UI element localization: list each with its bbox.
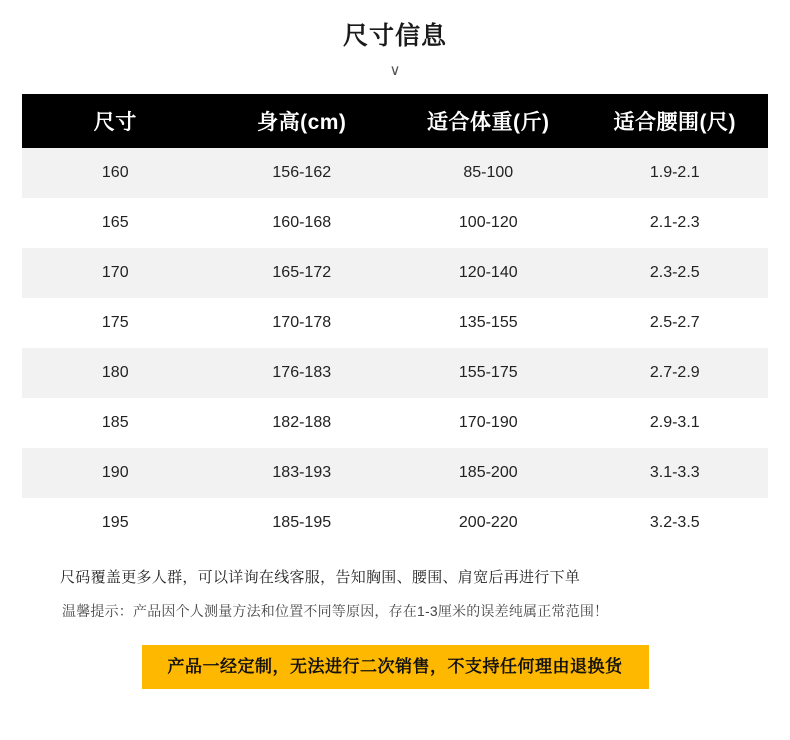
cell-height: 170-178 [209,298,396,348]
cell-size: 175 [22,298,209,348]
table-body [22,148,768,548]
measurement-tolerance-note: 温馨提示：产品因个人测量方法和位置不同等原因，存在1-3厘米的误差纯属正常范围！ [62,603,609,619]
column-header-size: 尺寸 [22,94,209,148]
cell-weight: 85-100 [395,148,582,198]
custom-order-banner: 产品一经定制，无法进行二次销售，不支持任何理由退换货 [142,645,649,689]
column-header-waist: 适合腰围(尺) [582,94,769,148]
cell-weight: 120-140 [395,248,582,298]
cell-waist: 2.9-3.1 [582,398,769,448]
table-row [22,198,768,248]
cell-size: 160 [22,148,209,198]
cell-waist: 2.7-2.9 [582,348,769,398]
cell-size: 190 [22,448,209,498]
size-table [22,94,768,548]
column-header-weight: 适合体重(斤) [395,94,582,148]
table-header-row [22,94,768,148]
cell-height: 182-188 [209,398,396,448]
cell-height: 156-162 [209,148,396,198]
cell-height: 176-183 [209,348,396,398]
size-coverage-note: 尺码覆盖更多人群，可以详询在线客服，告知胸围、腰围、肩宽后再进行下单 [60,569,581,586]
column-header-height: 身高(cm) [209,94,396,148]
cell-height: 160-168 [209,198,396,248]
cell-weight: 100-120 [395,198,582,248]
cell-height: 165-172 [209,248,396,298]
cell-waist: 2.1-2.3 [582,198,769,248]
size-table-container [22,94,768,548]
chevron-down-icon: ∨ [389,62,401,79]
table-row [22,398,768,448]
cell-weight: 200-220 [395,498,582,548]
table-row [22,248,768,298]
table-header [22,94,768,148]
cell-waist: 1.9-2.1 [582,148,769,198]
cell-waist: 2.3-2.5 [582,248,769,298]
cell-size: 195 [22,498,209,548]
cell-waist: 3.2-3.5 [582,498,769,548]
table-row [22,298,768,348]
custom-order-banner-container [0,645,790,689]
cell-size: 165 [22,198,209,248]
cell-waist: 3.1-3.3 [582,448,769,498]
table-row [22,448,768,498]
cell-height: 185-195 [209,498,396,548]
cell-weight: 135-155 [395,298,582,348]
page-title: 尺寸信息 [342,22,447,50]
cell-weight: 155-175 [395,348,582,398]
table-row [22,498,768,548]
cell-height: 183-193 [209,448,396,498]
cell-size: 185 [22,398,209,448]
cell-size: 180 [22,348,209,398]
cell-weight: 170-190 [395,398,582,448]
cell-weight: 185-200 [395,448,582,498]
cell-size: 170 [22,248,209,298]
cell-waist: 2.5-2.7 [582,298,769,348]
table-row [22,148,768,198]
table-row [22,348,768,398]
